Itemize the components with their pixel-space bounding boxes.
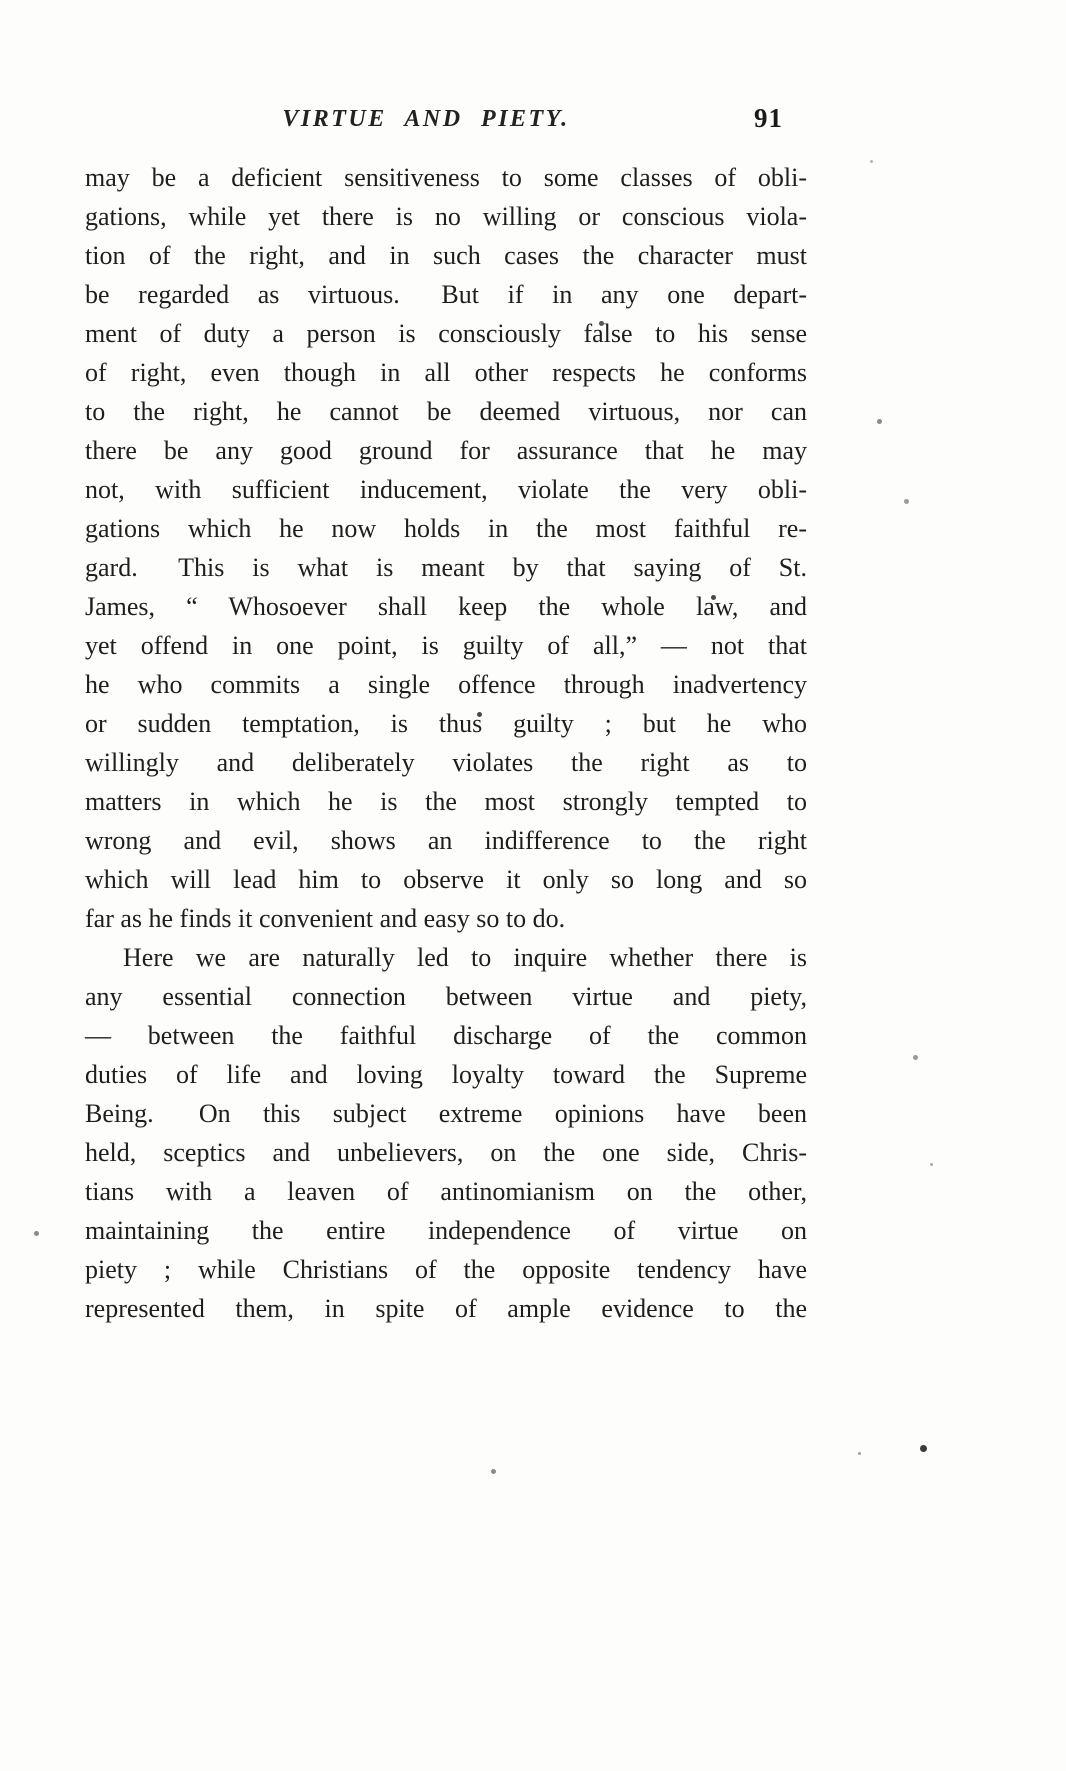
text-line: tians with a leaven of antinomianism on the other,	[85, 1177, 807, 1206]
text-line: any essential connection between virtue and piety,	[85, 982, 807, 1011]
text-line: which will lead him to observe it only so long and so	[85, 865, 807, 894]
text-line: wrong and evil, shows an indifference to the right	[85, 826, 807, 855]
text-line: James, “ Whosoever shall keep the whole law, and	[85, 592, 807, 621]
text-line: tion of the right, and in such cases the character must	[85, 241, 807, 270]
text-line: piety ; while Christians of the opposite tendency have	[85, 1255, 807, 1284]
scan-specks	[0, 0, 3, 3]
text-line: there be any good ground for assurance that he may	[85, 436, 807, 465]
text-line: he who commits a single offence through inadvertency	[85, 670, 807, 699]
text-line: ment of duty a person is consciously false to his sense	[85, 319, 807, 348]
running-title: VIRTUE AND PIETY.	[282, 106, 570, 132]
text-line: or sudden temptation, is thus guilty ; but he who	[85, 709, 807, 738]
text-line: gations, while yet there is no willing or conscious viola-	[85, 202, 807, 231]
text-line: represented them, in spite of ample evidence to the	[85, 1294, 807, 1323]
paragraph	[85, 938, 807, 1328]
text-line: duties of life and loving loyalty toward the Supreme	[85, 1060, 807, 1089]
text-line: be regarded as virtuous. But if in any one depart-	[85, 280, 807, 309]
text-line: Being. On this subject extreme opinions have been	[85, 1099, 807, 1128]
text-line: may be a deficient sensitiveness to some classes of obli-	[85, 163, 807, 192]
text-line: willingly and deliberately violates the right as to	[85, 748, 807, 777]
paragraph	[85, 158, 807, 938]
text-line: — between the faithful discharge of the common	[85, 1021, 807, 1050]
text-line: not, with sufficient inducement, violate the very obli-	[85, 475, 807, 504]
text-line: held, sceptics and unbelievers, on the one side, Chris-	[85, 1138, 807, 1167]
text-line: maintaining the entire independence of virtue on	[85, 1216, 807, 1245]
text-line: yet offend in one point, is guilty of all,” — not that	[85, 631, 807, 660]
page-number: 91	[754, 103, 783, 133]
text-line: gard. This is what is meant by that saying of St.	[85, 553, 807, 582]
page-header	[85, 103, 807, 148]
text-line: of right, even though in all other respects he conforms	[85, 358, 807, 387]
text-line: to the right, he cannot be deemed virtuous, nor can	[85, 397, 807, 426]
text-line: matters in which he is the most strongly tempted to	[85, 787, 807, 816]
page-body	[85, 158, 807, 1328]
text-line: far as he finds it convenient and easy so to do.	[85, 904, 566, 933]
text-line: gations which he now holds in the most faithful re-	[85, 514, 807, 543]
text-line: Here we are naturally led to inquire whether there is	[123, 943, 807, 972]
